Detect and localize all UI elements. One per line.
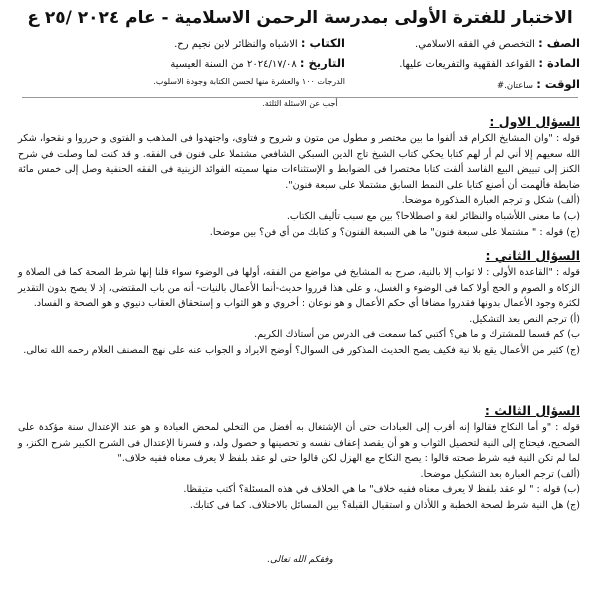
question-part: (أ) ترجم النص بعد التشكيل.: [469, 313, 580, 325]
book-label: الكتاب :: [300, 36, 345, 50]
date-label: التاريخ :: [299, 56, 345, 70]
question-part: (ج) هل النية شرط لصحة الخطبة و اللأذان و استقبال القبلة؟ بين المسائل بالاختلاف. كما فى كتابك.: [189, 499, 580, 511]
question-text: قوله : "القاعدة الأولى : لا ثواب إلا بالنية، صرح به المشايخ في مواضع من الفقه، أولها فى الوضوء سواء قلنا إنها شرط الصحة كما فى الصلاة و الزكاة و الصوم و الحج أولا كما فى الوضوء و الغسل، و على هذا قرروا حديث-أنما الأعمال بالنيات- أنه من باب المقتضى، إذ لا يصح بدون التقدير لكثرة وجود الأعمال بدونها فقدروا مضافا أي حكم الأعمال و هو نوعان : أخروي و هو الثواب و إستحقاق العقاب دنيوي و هو الصحة و الفساد.: [18, 267, 580, 310]
book-value: الاشباه والنظائر لابن نجيم رح.: [174, 39, 298, 50]
instruction: أجب عن الاسئلة الثلثة.: [262, 99, 338, 108]
question-2: [18, 247, 580, 359]
subject-label: المادة :: [538, 56, 580, 70]
date-value: ٢٠٢٤/١٧/٠٨ من السنة العيسية: [170, 59, 297, 70]
closing-blessing: وفقكم الله تعالى.: [267, 555, 333, 565]
question-3: [18, 402, 580, 514]
question-heading: السؤال الثالث :: [484, 403, 580, 418]
class-field: [345, 36, 580, 50]
class-label: الصف :: [538, 36, 580, 50]
question-heading: السؤال الاول :: [489, 114, 580, 129]
question-part: (ج) قوله : " مشتملا على سبعة فنون" ما هي السبعة الفنون؟ و كتابك من أي فن؟ بين موضحا.: [209, 226, 580, 238]
subject-value: القواعد الفقهية والتفريعات عليها.: [399, 59, 536, 70]
question-part: (ج) كثير من الأعمال يقع بلا نية فكيف يصح الحديث المذكور فى السوال؟ أوضح الايراد و الجواب عنه على نهج المصنف العلام رحمه الله تعالى.: [23, 344, 580, 356]
marks-note: الدرجات ١٠٠ والعشرة منها لحسن الكتابة وجودة الاسلوب.: [153, 77, 345, 86]
exam-title: الاختبار للفترة الأولى بمدرسة الرحمن الاسلامية - عام ٢٠٢٤ /٢٥ ع: [27, 8, 573, 28]
question-text: قوله : "و أما النكاح فقالوا إنه أقرب إلى العبادات حتى أن الإشتغال به أفضل من التخلي لمحض العبادة و هو عند الإعتدال سنة مؤكدة على الصحيح، فيحتاج إلى النية لتحصيل الثواب و هو أن يقصد إعفاف نفسه و تحصينها و حصول ولد، و فسرنا الإعتدال فى الشرح الكبير شرح الكنز، و لما لم تكن النية فيه شرط صحته قالوا : يصح النكاح مع الهزل لكن قالوا حتى لو عقد بلفظ لا يعرف معناه ففيه خلاف.": [18, 422, 580, 465]
question-heading: السؤال الثاني :: [485, 248, 580, 263]
question-text: قوله : "وان المشايخ الكرام قد ألفوا ما بين مختصر و مطول من متون و شروح و فتاوى، واجتهدوا فى المذهب و الفتوى و حرروا و نقحوا، شكر الله سعيهم إلا أني لم أر لهم كتابا يحكي كتاب الشيخ تاج الدين السبكي الشافعي مشتملا على فنون فى الفقه. و قد كنت لما وصلت في شرح الكنز إلى تبييض البيع الفاسد ألفت كتابا مختصرا فى الضوابط و الإستثناءات منها سميته الفوائد الزينية فى الفقه الحنفية وصل إلى خمس مائة ضابطة فألهمت أن أصنع كتابا على النمط السابق مشتملا على سبعة فنون".: [18, 133, 580, 191]
question-part: (ألف) ترجم العبارة بعد التشكيل موضحا.: [420, 468, 580, 480]
book-field: [20, 36, 345, 50]
time-value: ساعتان.#: [497, 81, 534, 91]
header-divider: [22, 97, 578, 98]
question-part: (ألف) شكل و ترجم العبارة المذكورة موضحا.: [401, 195, 580, 207]
question-part: (ب) ما معنى اللأشباه والنظائر لغة و اصطلاحا؟ بين مع سبب تأليف الكتاب.: [286, 210, 580, 222]
header-row-1: [20, 36, 580, 50]
question-part: (ب) قوله : " لو عقد بلفظ لا يعرف معناه ففيه خلاف" ما هي الخلاف في هذه المسئلة؟ أكتب متيقظا.: [183, 484, 580, 496]
date-field: [20, 56, 345, 70]
time-field: [345, 77, 580, 91]
question-part: ب) كم قسما للمشترك و ما هي؟ أكتبي كما سمعت فى الدرس من أستاذك الكريم.: [254, 329, 580, 341]
question-1: [18, 113, 580, 240]
header-row-2: [20, 56, 580, 70]
subject-field: [345, 56, 580, 70]
header-row-3: [20, 77, 580, 91]
time-label: الوقت :: [536, 77, 580, 91]
class-value: التخصص في الفقه الاسلامي.: [415, 39, 535, 50]
